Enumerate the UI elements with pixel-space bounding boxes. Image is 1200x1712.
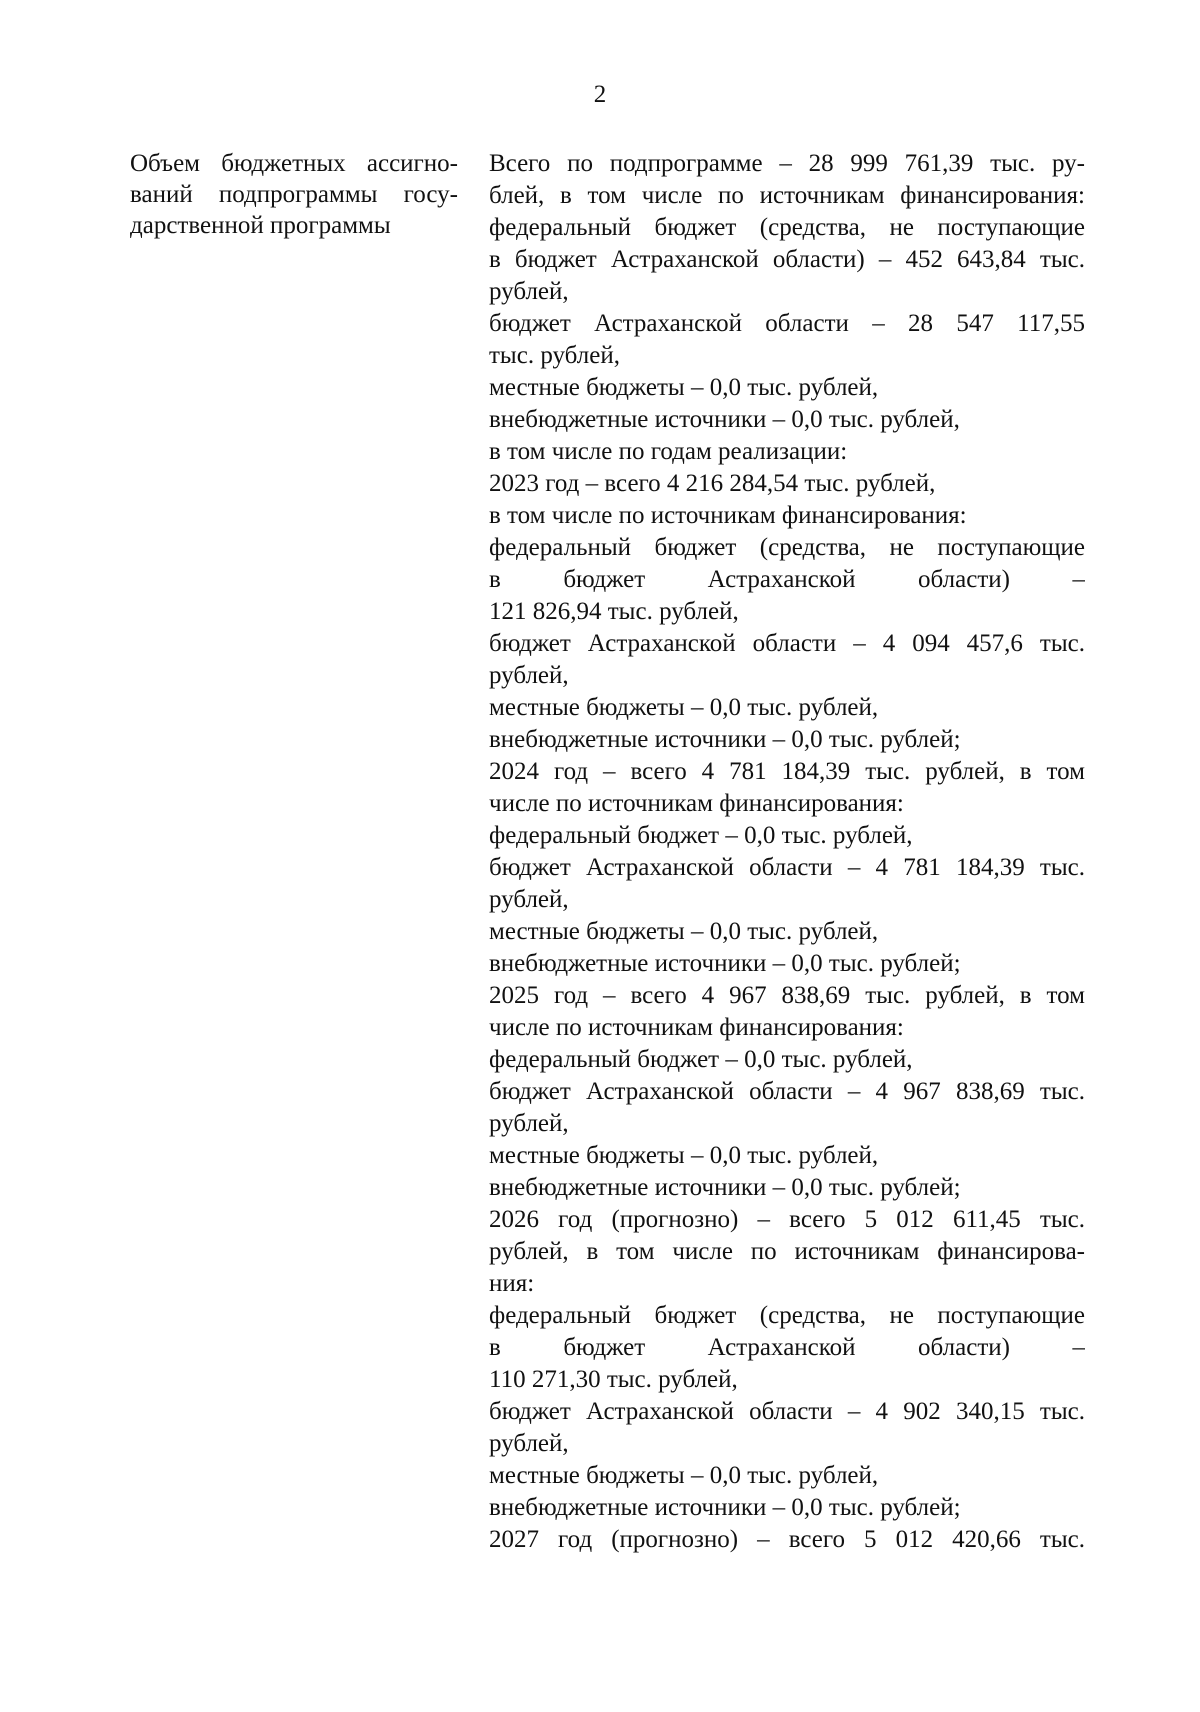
content-line: в бюджет Астраханской области) – bbox=[489, 566, 1085, 593]
content-line: 110 271,30 тыс. рублей, bbox=[489, 1366, 738, 1393]
content-line: 121 826,94 тыс. рублей, bbox=[489, 598, 739, 625]
content-line: федеральный бюджет – 0,0 тыс. рублей, bbox=[489, 1046, 913, 1073]
content-line: рублей, bbox=[489, 886, 569, 913]
content-line: рублей, bbox=[489, 1430, 569, 1457]
content-line: местные бюджеты – 0,0 тыс. рублей, bbox=[489, 1462, 879, 1489]
content-line: местные бюджеты – 0,0 тыс. рублей, bbox=[489, 918, 879, 945]
content-line: рублей, bbox=[489, 662, 569, 689]
content-line: федеральный бюджет – 0,0 тыс. рублей, bbox=[489, 822, 913, 849]
content-line: в бюджет Астраханской области) – bbox=[489, 1334, 1085, 1361]
row-label-line: дарственной программы bbox=[130, 212, 391, 239]
content-line: бюджет Астраханской области – 4 967 838,69 тыс. bbox=[489, 1078, 1085, 1105]
content-line: 2025 год – всего 4 967 838,69 тыс. рублей, в том bbox=[489, 982, 1085, 1009]
content-line: числе по источникам финансирования: bbox=[489, 1014, 904, 1041]
content-line: внебюджетные источники – 0,0 тыс. рублей; bbox=[489, 1494, 961, 1521]
content-line: бюджет Астраханской области – 4 902 340,15 тыс. bbox=[489, 1398, 1085, 1425]
content-line: местные бюджеты – 0,0 тыс. рублей, bbox=[489, 694, 879, 721]
content-line: рублей, в том числе по источникам финансирова- bbox=[489, 1238, 1085, 1265]
row-label-line: Объем бюджетных ассигно- bbox=[130, 150, 458, 177]
content-line: 2024 год – всего 4 781 184,39 тыс. рублей, в том bbox=[489, 758, 1085, 785]
content-line: рублей, bbox=[489, 278, 569, 305]
row-content bbox=[489, 148, 1085, 1556]
content-line: бюджет Астраханской области – 28 547 117,55 bbox=[489, 310, 1085, 337]
content-line: 2023 год – всего 4 216 284,54 тыс. рублей, bbox=[489, 470, 936, 497]
content-line: бюджет Астраханской области – 4 094 457,6 тыс. bbox=[489, 630, 1085, 657]
row-label-line: ваний подпрограммы госу- bbox=[130, 181, 458, 208]
content-line: в том числе по источникам финансирования: bbox=[489, 502, 967, 529]
content-line: 2026 год (прогнозно) – всего 5 012 611,45 тыс. bbox=[489, 1206, 1085, 1233]
page-number: 2 bbox=[593, 81, 607, 108]
content-line: внебюджетные источники – 0,0 тыс. рублей, bbox=[489, 406, 960, 433]
content-line: ния: bbox=[489, 1270, 535, 1297]
content-line: в том числе по годам реализации: bbox=[489, 438, 848, 465]
content-line: федеральный бюджет (средства, не поступающие bbox=[489, 214, 1085, 241]
content-line: в бюджет Астраханской области) – 452 643,84 тыс. bbox=[489, 246, 1085, 273]
content-line: тыс. рублей, bbox=[489, 342, 620, 369]
content-line: федеральный бюджет (средства, не поступающие bbox=[489, 1302, 1085, 1329]
content-line: бюджет Астраханской области – 4 781 184,39 тыс. bbox=[489, 854, 1085, 881]
content-line: блей, в том числе по источникам финансирования: bbox=[489, 182, 1085, 209]
content-line: внебюджетные источники – 0,0 тыс. рублей; bbox=[489, 1174, 961, 1201]
content-line: внебюджетные источники – 0,0 тыс. рублей; bbox=[489, 726, 961, 753]
content-line: местные бюджеты – 0,0 тыс. рублей, bbox=[489, 374, 879, 401]
content-line: числе по источникам финансирования: bbox=[489, 790, 904, 817]
content-line: Всего по подпрограмме – 28 999 761,39 тыс. ру- bbox=[489, 150, 1085, 177]
row-label bbox=[130, 148, 458, 241]
content-line: федеральный бюджет (средства, не поступающие bbox=[489, 534, 1085, 561]
content-line: 2027 год (прогнозно) – всего 5 012 420,66 тыс. bbox=[489, 1526, 1085, 1553]
content-line: внебюджетные источники – 0,0 тыс. рублей; bbox=[489, 950, 961, 977]
content-line: местные бюджеты – 0,0 тыс. рублей, bbox=[489, 1142, 879, 1169]
content-line: рублей, bbox=[489, 1110, 569, 1137]
